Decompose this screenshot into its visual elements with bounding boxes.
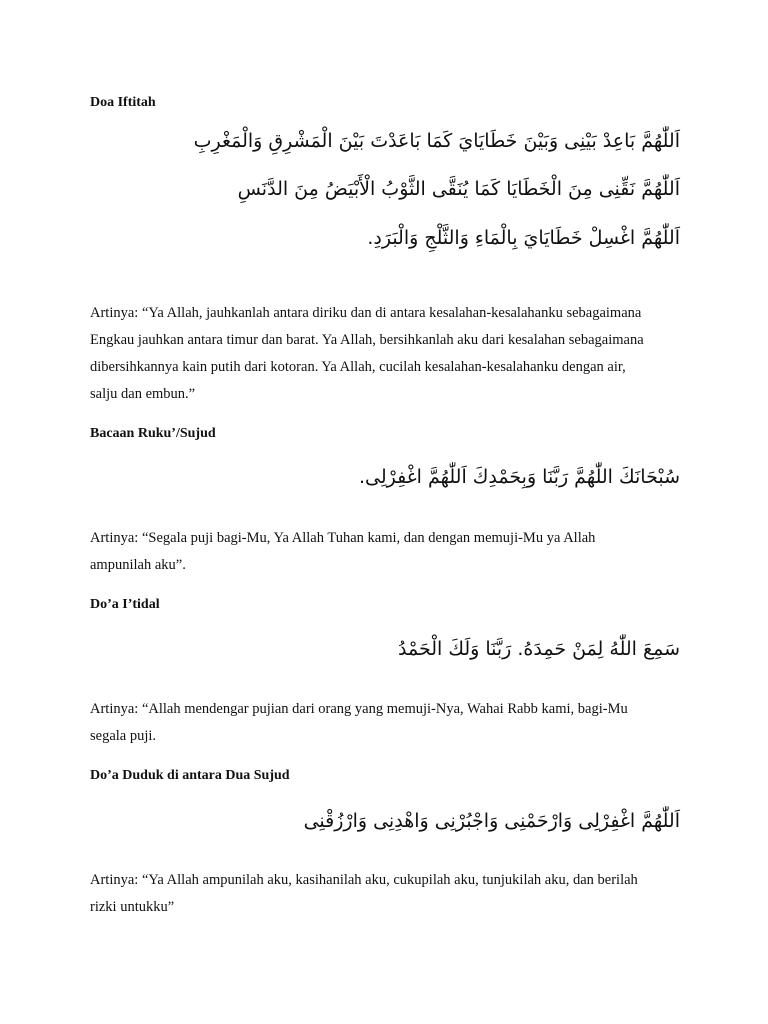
translation-line: rizki untukku”: [90, 899, 175, 915]
translation-line: ampunilah aku”.: [90, 557, 186, 573]
translation-line: salju dan embun.”: [90, 386, 196, 402]
translation-line: Engkau jauhkan antara timur dan barat. Ya Allah, bersihkanlah aku dari kesalahan sebagaimana: [90, 332, 644, 348]
translation-line: Artinya: “Ya Allah, jauhkanlah antara diriku dan di antara kesalahan-kesalahanku sebagaimana: [90, 305, 642, 321]
arabic-line: اَللّٰهُمَّ اغْسِلْ خَطَايَايَ بِالْمَاءِ وَالثَّلْجِ وَالْبَرَدِ.: [367, 227, 680, 249]
translation-line: Artinya: “Ya Allah ampunilah aku, kasihanilah aku, cukupilah aku, tunjukilah aku, dan berilah: [90, 872, 638, 888]
translation-line: segala puji.: [90, 728, 157, 744]
arabic-line: اَللّٰهُمَّ نَقِّنِى مِنَ الْخَطَايَا كَمَا يُنَقَّى الثَّوْبُ الْأَبْيَضُ مِنَ الدَّنَسِ: [237, 178, 680, 200]
translation-line: dibersihkannya kain putih dari kotoran. Ya Allah, cucilah kesalahan-kesalahanku dengan air,: [90, 359, 626, 375]
arabic-line: اَللّٰهُمَّ بَاعِدْ بَيْنِى وَبَيْنَ خَطَايَايَ كَمَا بَاعَدْتَ بَيْنَ الْمَشْرِقِ وَالْمَغْرِبِ: [193, 130, 680, 152]
arabic-line: اَللّٰهُمَّ اغْفِرْلِى وَارْحَمْنِى وَاجْبُرْنِى وَاهْدِنِى وَارْزُقْنِى: [303, 810, 680, 832]
translation-line: Artinya: “Allah mendengar pujian dari orang yang memuji-Nya, Wahai Rabb kami, bagi-Mu: [90, 701, 628, 717]
arabic-line: سُبْحَانَكَ اللّٰهُمَّ رَبَّنَا وَبِحَمْدِكَ اَللّٰهُمَّ اغْفِرْلِى.: [358, 466, 680, 488]
section-heading-duduk-dua-sujud: Do’a Duduk di antara Dua Sujud: [90, 768, 290, 783]
section-heading-doa-iftitah: Doa Iftitah: [90, 95, 156, 110]
translation-line: Artinya: “Segala puji bagi-Mu, Ya Allah Tuhan kami, dan dengan memuji-Mu ya Allah: [90, 530, 596, 546]
section-heading-ruku-sujud: Bacaan Ruku’/Sujud: [90, 426, 216, 441]
arabic-line: سَمِعَ اللّٰهُ لِمَنْ حَمِدَهُ. رَبَّنَا وَلَكَ الْحَمْدُ: [398, 638, 680, 660]
section-heading-itidal: Do’a I’tidal: [90, 597, 160, 612]
